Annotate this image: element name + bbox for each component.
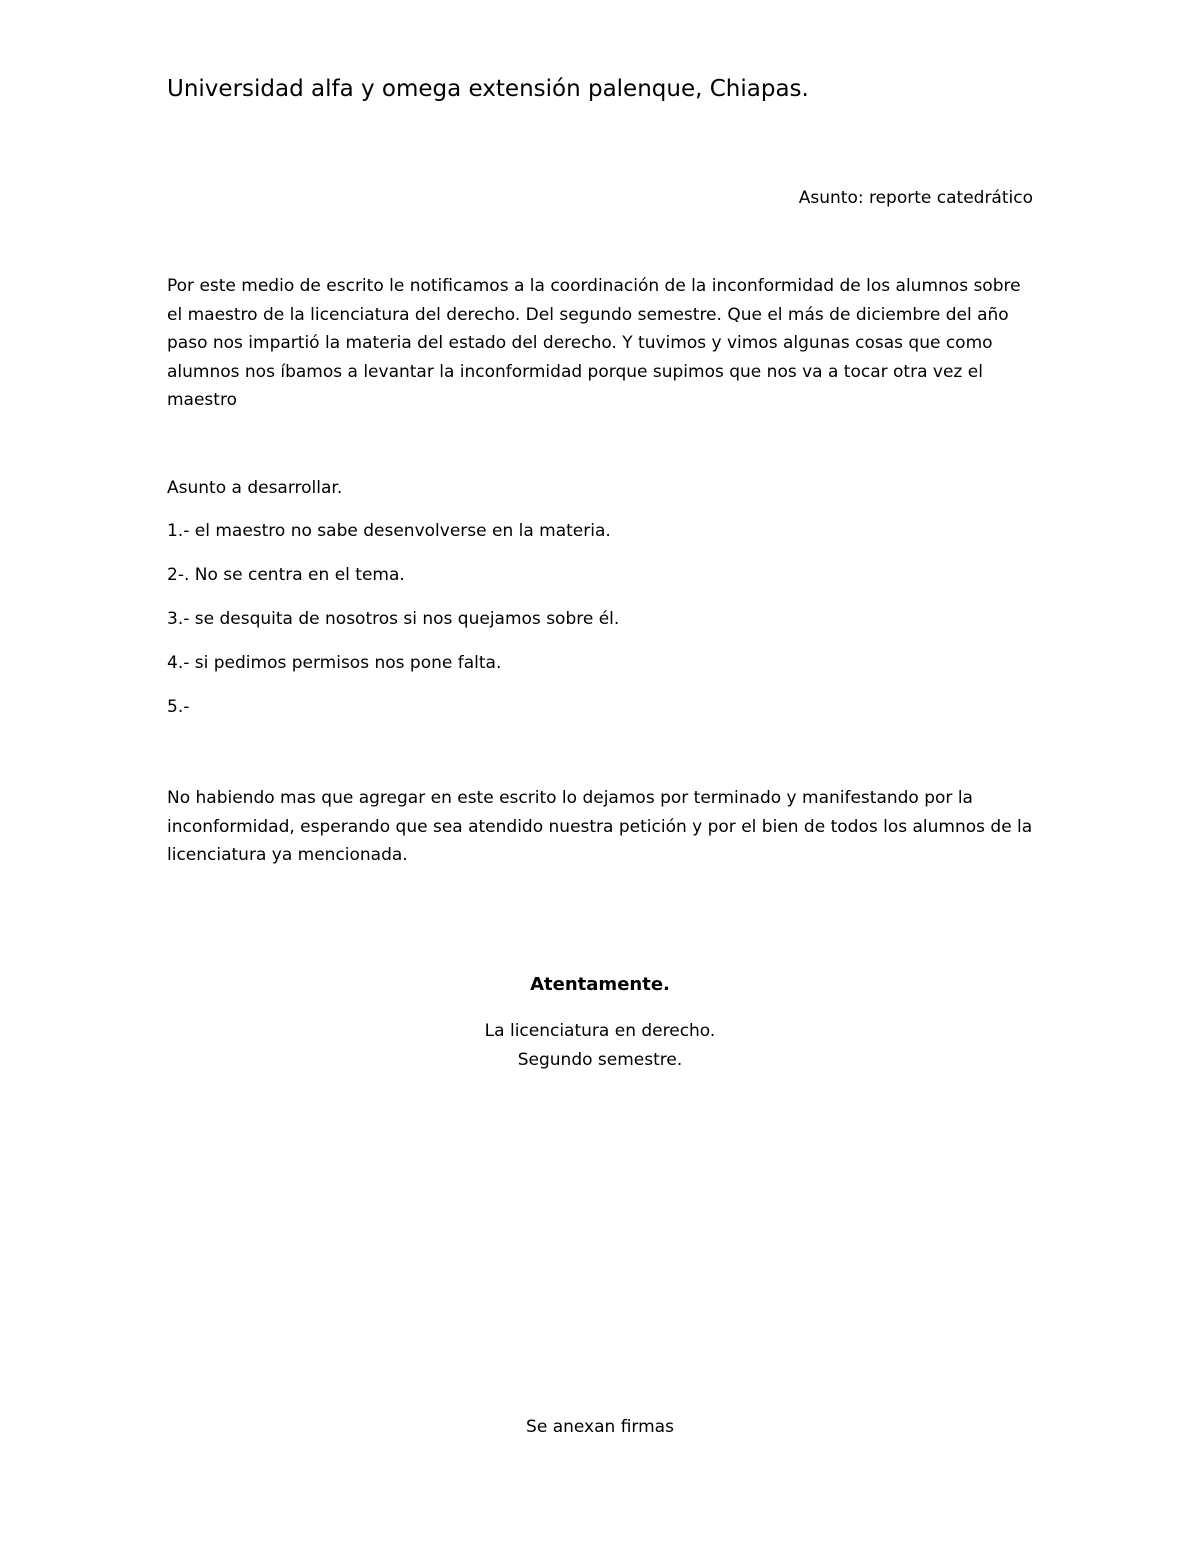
body-paragraph-1: Por este medio de escrito le notificamos a la coordinación de la inconformidad de los alumnos sobre el maestro de la licenciatura del derecho. Del segundo semestre. Que el más de diciembre del año paso nos impartió la materia del estado del derecho. Y tuvimos y vimos algunas cosas que como alumnos nos íbamos a levantar la inconformidad porque supimos que nos va a tocar otra vez el maestro xyxy=(167,276,1021,410)
list-item: 5.- xyxy=(167,697,190,717)
closing-salutation: Atentamente. xyxy=(530,974,670,995)
annex-note: Se anexan firmas xyxy=(526,1417,674,1437)
document-title: Universidad alfa y omega extensión palenque, Chiapas. xyxy=(167,76,809,102)
issue-list xyxy=(167,519,1037,739)
signer-block xyxy=(0,1017,1200,1075)
subject-line: Asunto: reporte catedrático xyxy=(798,188,1033,208)
signer-line-2: Segundo semestre. xyxy=(517,1050,683,1070)
list-item: 4.- si pedimos permisos nos pone falta. xyxy=(167,653,502,673)
body-paragraph-2: No habiendo mas que agregar en este escrito lo dejamos por terminado y manifestando por la inconformidad, esperando que sea atendido nuestra petición y por el bien de todos los alumnos de la licenciatura ya mencionada. xyxy=(167,788,1033,865)
list-item: 2-. No se centra en el tema. xyxy=(167,565,405,585)
list-item: 1.- el maestro no sabe desenvolverse en la materia. xyxy=(167,521,611,541)
list-heading: Asunto a desarrollar. xyxy=(167,478,343,498)
list-item: 3.- se desquita de nosotros si nos quejamos sobre él. xyxy=(167,609,620,629)
signer-line-1: La licenciatura en derecho. xyxy=(484,1021,716,1041)
